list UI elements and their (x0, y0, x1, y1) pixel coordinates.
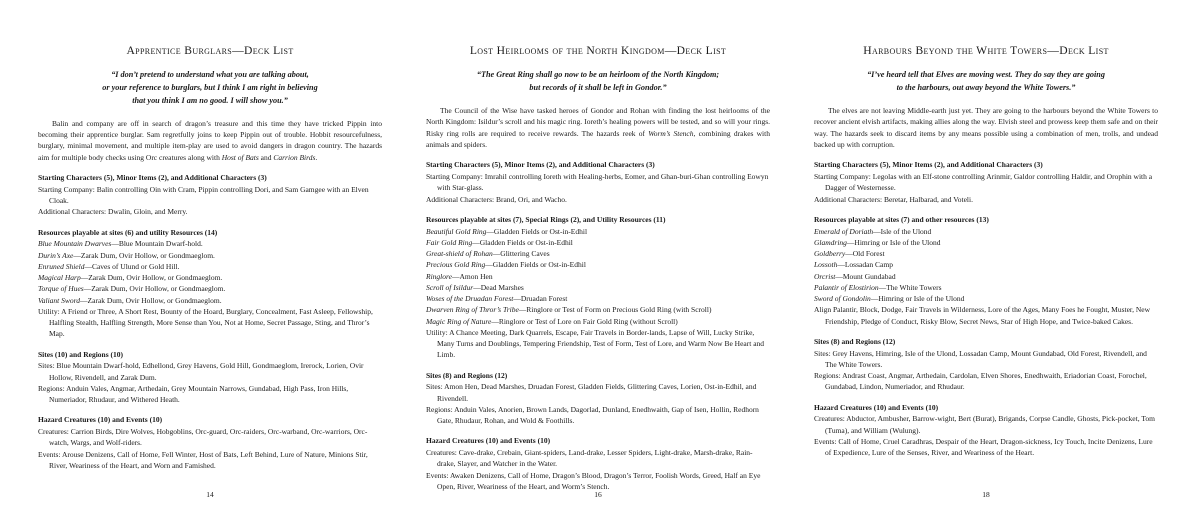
line-text: —Old Forest (845, 249, 885, 259)
section-line (426, 194, 770, 205)
intro-text: The Council of the Wise have tasked heroes of Gondor and Rohan with finding the lost heirlooms of the North Kingdom: Isildur’s scroll and his magic ring. Ioreth’s healing powers will be tested, and so will your rings. Risky ring rolls are required to receive rewards. The hazards reek of (426, 105, 770, 138)
section-line (38, 283, 382, 294)
card-name: Sword of Gondolin (814, 294, 871, 304)
line-text: —Himring or Isle of the Ulond (846, 237, 941, 247)
section-line (814, 304, 1158, 327)
section-line (38, 426, 382, 449)
intro-italic: Carrion Birds (273, 152, 316, 162)
line-text: —Gladden Fields or Ost-in-Edhil (472, 237, 573, 247)
line-text: Regions: Anduin Vales, Anorien, Brown Lands, Dagorlad, Dunland, Enedhwaith, Gap of Isen, Hollin, Redhorn Gate, Rhudaur, Rohan, and Wold & Foothills. (426, 404, 759, 426)
section-line (38, 306, 382, 340)
line-text: —Lossadan Camp (837, 260, 893, 270)
card-name: Orcrist (814, 271, 836, 281)
card-name: Beautiful Gold Ring (426, 226, 487, 236)
line-text: —Himring or Isle of the Ulond (870, 294, 965, 304)
section-line (38, 250, 382, 261)
section-line (814, 293, 1158, 304)
line-text: Sites: Amon Hen, Dead Marshes, Druadan Forest, Gladden Fields, Glittering Caves, Lorien, Ost-in-Edhil, and Rivendell. (426, 382, 757, 403)
deck-section (814, 402, 1158, 459)
section-line (814, 370, 1158, 393)
section-line (426, 470, 770, 493)
card-name: Great-shield of Rohan (426, 249, 493, 259)
deck-list-column-3 (804, 44, 1168, 517)
line-text: —Zarak Dum, Ovir Hollow, or Gondmaeglom. (80, 273, 223, 283)
card-name: Precious Gold Ring (426, 260, 486, 270)
section-line (426, 226, 770, 237)
sections-container-3 (814, 159, 1158, 458)
section-heading: Starting Characters (5), Minor Items (2), and Additional Characters (3) (814, 160, 1043, 170)
section-line (426, 259, 770, 270)
sections-container-2 (426, 159, 770, 492)
card-name: Glamdring (814, 237, 847, 247)
section-line (426, 248, 770, 259)
section-heading: Hazard Creatures (10) and Events (10) (814, 402, 939, 412)
section-line (814, 248, 1158, 259)
line-text: —Druadan Forest (513, 294, 568, 304)
section-heading: Sites (8) and Regions (12) (814, 336, 896, 346)
line-text: —Gladden Fields or Ost-in-Edhil (486, 226, 588, 236)
line-text: Utility: A Chance Meeting, Dark Quarrels, Escape, Fair Travels in Border-lands, Lapse of Will, Lucky Strike, Many Turns and Doublings, Tempering Friendship, Test of Form, Test of Lore, and Warm Now Be Heart and Limb. (426, 327, 765, 360)
deck-section (814, 214, 1158, 327)
sections-container-1 (38, 172, 382, 471)
line-text: —Glittering Caves (492, 249, 550, 259)
deck-section (426, 214, 770, 361)
deck-section (814, 159, 1158, 205)
line-text: —Amon Hen (451, 271, 493, 281)
quote-line: “I’ve heard tell that Elves are moving west. They do say they are going (867, 70, 1105, 80)
card-name: Lossoth (814, 260, 838, 270)
line-text: —Zarak Dum, Ovir Hollow, or Gondmaeglom. (80, 295, 222, 305)
intro-text: Balin and company are off in search of dragon’s treasure and this time they have tricked Pippin into becoming their apprentice burglar. Sam regretfully joins to keep Pippin out of trouble. Hobbit resourcefulness, burglary, minimal movement, and multiple item-play are used to avoid dangers in dragon country. The hazards aim for multiple body checks using Orc creatures along with (38, 118, 382, 162)
card-name: Palantir of Elostirion (814, 282, 879, 292)
section-heading: Resources playable at sites (7), Special Rings (2), and Utility Resources (11) (426, 214, 666, 224)
line-text: —Blue Mountain Dwarf-hold. (111, 239, 203, 249)
card-name: Woses of the Druadan Forest (426, 294, 514, 304)
section-line (814, 271, 1158, 282)
line-text: Utility: A Friend or Three, A Short Rest, Bounty of the Hoard, Burglary, Concealment, Fast Asleep, Fellowship, Halfling Stealth, Halfling Strength, More Sense than You, Not at Home, Secret Passage, Sting, and Thror’s Map. (38, 306, 373, 339)
deck-intro-paragraph (814, 105, 1158, 151)
section-heading: Starting Characters (5), Minor Items (2), and Additional Characters (3) (38, 173, 267, 183)
section-line (38, 238, 382, 249)
section-line (38, 449, 382, 472)
page-number: 18 (982, 490, 990, 499)
section-line (38, 261, 382, 272)
line-text: —Zarak Dum, Ovir Hollow, or Gondmaeglom. (83, 284, 226, 294)
line-text: Creatures: Abductor, Ambusher, Barrow-wight, Bert (Burat), Brigands, Corpse Candle, Ghosts, Pick-pocket, Tom (Tuma), and William (Wulung). (814, 414, 1155, 435)
section-line (426, 293, 770, 304)
deck-intro-paragraph (426, 105, 770, 151)
line-text: Align Palantir, Block, Dodge, Fair Travels in Wilderness, Lore of the Ages, Many Foes he Fought, Muster, New Friendship, Pledge of Conduct, Risky Blow, Secret News, Star of High Hope, and Twice-baked Cakes. (814, 305, 1151, 326)
line-text: Starting Company: Legolas with an Elf-stone controlling Arinmir, Galdor controlling Haldir, and Orophin with a Dagger of Westernesse. (814, 172, 1153, 193)
line-text: Events: Call of Home, Cruel Caradhras, Despair of the Heart, Dragon-sickness, Icy Touch, Incite Denizens, Lure of Expedience, Lure of the Senses, River, and Weariness of the Heart. (814, 436, 1153, 458)
line-text: Regions: Andrast Coast, Angmar, Arthedain, Cardolan, Elven Shores, Enedhwaith, Eriadorian Coast, Forochel, Gundabad, Lindon, Numeriador, and Rhudaur. (814, 371, 1147, 392)
card-name: Emerald of Doriath (814, 226, 874, 236)
deck-quote (38, 69, 382, 107)
intro-text: and (258, 152, 274, 162)
line-text: —Caves of Ulund or Gold Hill. (84, 261, 180, 271)
intro-text: , combining drakes with animals and spiders. (426, 128, 770, 150)
deck-section (38, 227, 382, 340)
deck-section (38, 349, 382, 406)
section-line (426, 171, 770, 194)
card-name: Enruned Shield (38, 261, 85, 271)
deck-section (426, 159, 770, 205)
line-text: —The White Towers (878, 282, 942, 292)
line-text: Additional Characters: Dwalin, Gloin, and Merry. (38, 207, 188, 217)
section-heading: Resources playable at sites (6) and utility Resources (14) (38, 227, 218, 237)
section-line (814, 194, 1158, 205)
section-line (38, 383, 382, 406)
line-text: —Ringlore or Test of Form on Precious Gold Ring (with Scroll) (518, 305, 712, 315)
line-text: —Ringlore or Test of Lore on Fair Gold Ring (without Scroll) (491, 316, 678, 326)
deck-list-column-2 (416, 44, 780, 517)
line-text: Events: Awaken Denizens, Call of Home, Dragon’s Blood, Dragon’s Terror, Foolish Words, Greed, Half an Eye Open, River, Weariness of the Heart, and Worm’s Stench. (426, 470, 761, 491)
section-line (814, 282, 1158, 293)
section-heading: Resources playable at sites (7) and other resources (13) (814, 214, 989, 224)
section-line (426, 316, 770, 327)
quote-line: “I don’t pretend to understand what you are talking about, (111, 70, 309, 80)
card-name: Ringlore (426, 271, 452, 281)
section-line (38, 206, 382, 217)
line-text: —Isle of the Ulond (873, 226, 932, 236)
line-text: —Dead Marshes (473, 282, 524, 292)
line-text: Creatures: Cave-drake, Crebain, Giant-spiders, Land-drake, Lesser Spiders, Light-drake, Marsh-drake, Rain-drake, Slayer, and Watcher in the Water. (426, 448, 753, 469)
section-heading: Hazard Creatures (10) and Events (10) (38, 415, 163, 425)
section-line (814, 171, 1158, 194)
quote-line: but records of it shall be left in Gondor.” (529, 83, 667, 93)
section-line (38, 295, 382, 306)
section-heading: Sites (10) and Regions (10) (38, 349, 124, 359)
quote-line: to the harbours, out away beyond the White Towers.” (896, 83, 1076, 93)
section-line (814, 259, 1158, 270)
deck-section (426, 435, 770, 492)
line-text: Regions: Anduin Vales, Angmar, Arthedain, Grey Mountain Narrows, Gundabad, High Pass, Iron Hills, Numeriador, Rhudaur, and Withered Heath. (38, 383, 349, 405)
section-line (426, 327, 770, 361)
section-line (426, 447, 770, 470)
section-heading: Starting Characters (5), Minor Items (2), and Additional Characters (3) (426, 160, 655, 170)
section-line (814, 348, 1158, 371)
deck-list-column-1 (28, 44, 392, 517)
line-text: —Zarak Dum, Ovir Hollow, or Gondmaeglom. (73, 250, 215, 260)
section-line (38, 360, 382, 383)
card-name: Blue Mountain Dwarves (38, 239, 112, 249)
deck-title: Harbours Beyond the White Towers—Deck List (863, 44, 1109, 57)
deck-quote (426, 69, 770, 94)
line-text: Events: Arouse Denizens, Call of Home, Fell Winter, Host of Bats, Left Behind, Lure of Nature, Minions Stir, River, Weariness of the Heart, and Worn and Famished. (38, 449, 368, 470)
card-name: Durin’s Axe (38, 250, 74, 260)
card-name: Magic Ring of Nature (426, 316, 492, 326)
deck-section (38, 414, 382, 471)
line-text: —Gladden Fields or Ost-in-Edhil (485, 260, 586, 270)
line-text: —Mount Gundabad (835, 271, 896, 281)
line-text: Sites: Grey Havens, Himring, Isle of the Ulond, Lossadan Camp, Mount Gundabad, Old Forest, Rivendell, and The White Towers. (814, 348, 1147, 369)
deck-quote (814, 69, 1158, 94)
section-heading: Sites (8) and Regions (12) (426, 370, 508, 380)
line-text: Additional Characters: Brand, Ori, and Wacho. (426, 194, 567, 204)
line-text: Additional Characters: Beretar, Halbarad, and Voteli. (814, 194, 973, 204)
section-line (426, 404, 770, 427)
card-name: Torque of Hues (38, 284, 84, 294)
section-line (38, 184, 382, 207)
line-text: Starting Company: Imrahil controlling Ioreth with Healing-herbs, Eomer, and Ghan-buri-Ghan controlling Eowyn with Star-glass. (426, 172, 769, 193)
intro-text: . (315, 152, 318, 162)
intro-italic: Worm’s Stench (648, 128, 694, 138)
card-name: Valiant Sword (38, 295, 81, 305)
quote-line: or your reference to burglars, but I think I am right in believing (102, 83, 318, 93)
section-line (814, 413, 1158, 436)
quote-line: “The Great Ring shall go now to be an heirloom of the North Kingdom; (476, 70, 720, 80)
section-line (814, 226, 1158, 237)
section-line (426, 271, 770, 282)
card-name: Fair Gold Ring (426, 237, 473, 247)
deck-section (38, 172, 382, 218)
section-line (426, 304, 770, 315)
deck-intro-paragraph (38, 118, 382, 164)
intro-text: The elves are not leaving Middle-earth just yet. They are going to the harbours beyond the White Towers to recover ancient elvish artifacts, making allies along the way. Elvish steel and prowess keep them safe and on their way. The hazards seek to discard items by any means possible using a combination of men, trolls, and undead backed up with corruption. (814, 105, 1158, 150)
section-line (38, 272, 382, 283)
deck-title: Apprentice Burglars—Deck List (126, 44, 294, 57)
line-text: Sites: Blue Mountain Dwarf-hold, Edhellond, Grey Havens, Gold Hill, Gondmaeglom, Irerock, Lorien, Ovir Hollow, Rivendell, and Zarak Dum. (38, 361, 364, 382)
deck-section (814, 336, 1158, 393)
section-line (814, 237, 1158, 248)
line-text: Creatures: Carrion Birds, Dire Wolves, Hobgoblins, Orc-guard, Orc-raiders, Orc-warband, Orc-warriors, Orc-watch, Wargs, and Wolf-riders. (38, 427, 368, 448)
deck-title: Lost Heirlooms of the North Kingdom—Deck List (469, 44, 727, 57)
card-name: Scroll of Isildur (426, 282, 474, 292)
page-number: 16 (594, 490, 602, 499)
card-name: Goldberry (814, 249, 846, 259)
section-heading: Hazard Creatures (10) and Events (10) (426, 436, 551, 446)
section-line (426, 237, 770, 248)
quote-line: that you think I am no good. I will show you.” (132, 95, 288, 105)
section-line (426, 282, 770, 293)
card-name: Magical Harp (38, 273, 81, 283)
section-line (814, 436, 1158, 459)
card-name: Dwarven Ring of Thror’s Tribe (426, 305, 519, 315)
section-line (426, 381, 770, 404)
page-number: 14 (206, 490, 214, 499)
intro-italic: Host of Bats (221, 152, 259, 162)
line-text: Starting Company: Balin controlling Oin with Cram, Pippin controlling Dori, and Sam Gamgee with an Elven Cloak. (38, 184, 369, 206)
deck-section (426, 370, 770, 427)
